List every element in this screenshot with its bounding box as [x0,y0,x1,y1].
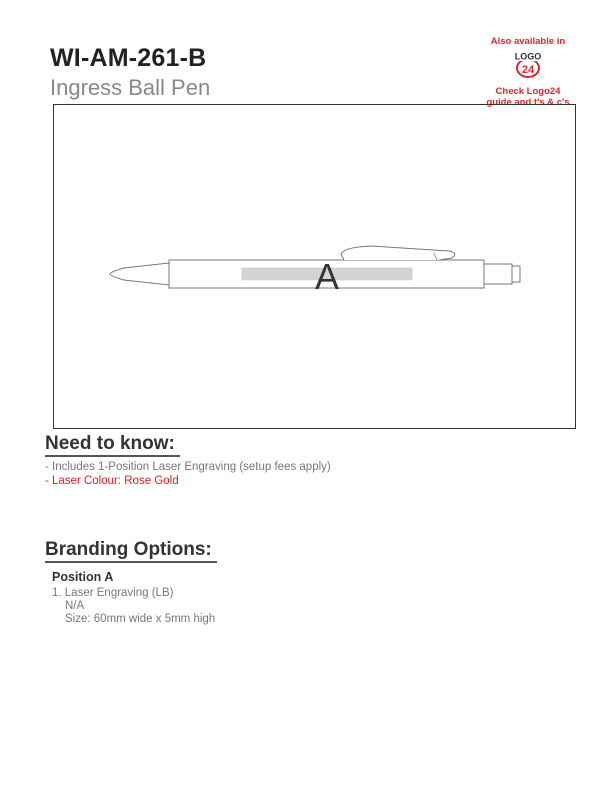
logo-top-text: LOGO [514,51,542,62]
badge-line-1: Also available in [490,36,566,47]
logo24-icon [508,49,548,81]
position-marker: A [314,256,340,297]
branding-option: 1. Laser Engraving (LB) [52,587,174,599]
branding-option-size: Size: 60mm wide x 5mm high [65,613,216,625]
badge-line-3: guide and t's & c's [486,97,570,108]
need-to-know-item: - Laser Colour: Rose Gold [45,475,179,487]
logo-num-text: 24 [521,64,535,76]
badge-line-2: Check Logo24 [495,86,561,97]
branding-option-note: N/A [65,600,85,612]
product-diagram-frame [53,104,576,429]
position-title: Position A [52,570,114,584]
product-code: WI-AM-261-B [50,44,207,72]
branding-heading: Branding Options: [45,539,212,560]
pen-diagram [54,105,577,430]
heading-underline [45,561,217,563]
product-name: Ingress Ball Pen [50,75,211,100]
need-to-know-heading: Need to know: [45,433,175,454]
logo24-badge[interactable] [478,36,578,108]
pen-clip [341,246,455,260]
need-to-know-item: - Includes 1-Position Laser Engraving (setup fees apply) [45,461,331,473]
heading-underline [45,455,180,457]
